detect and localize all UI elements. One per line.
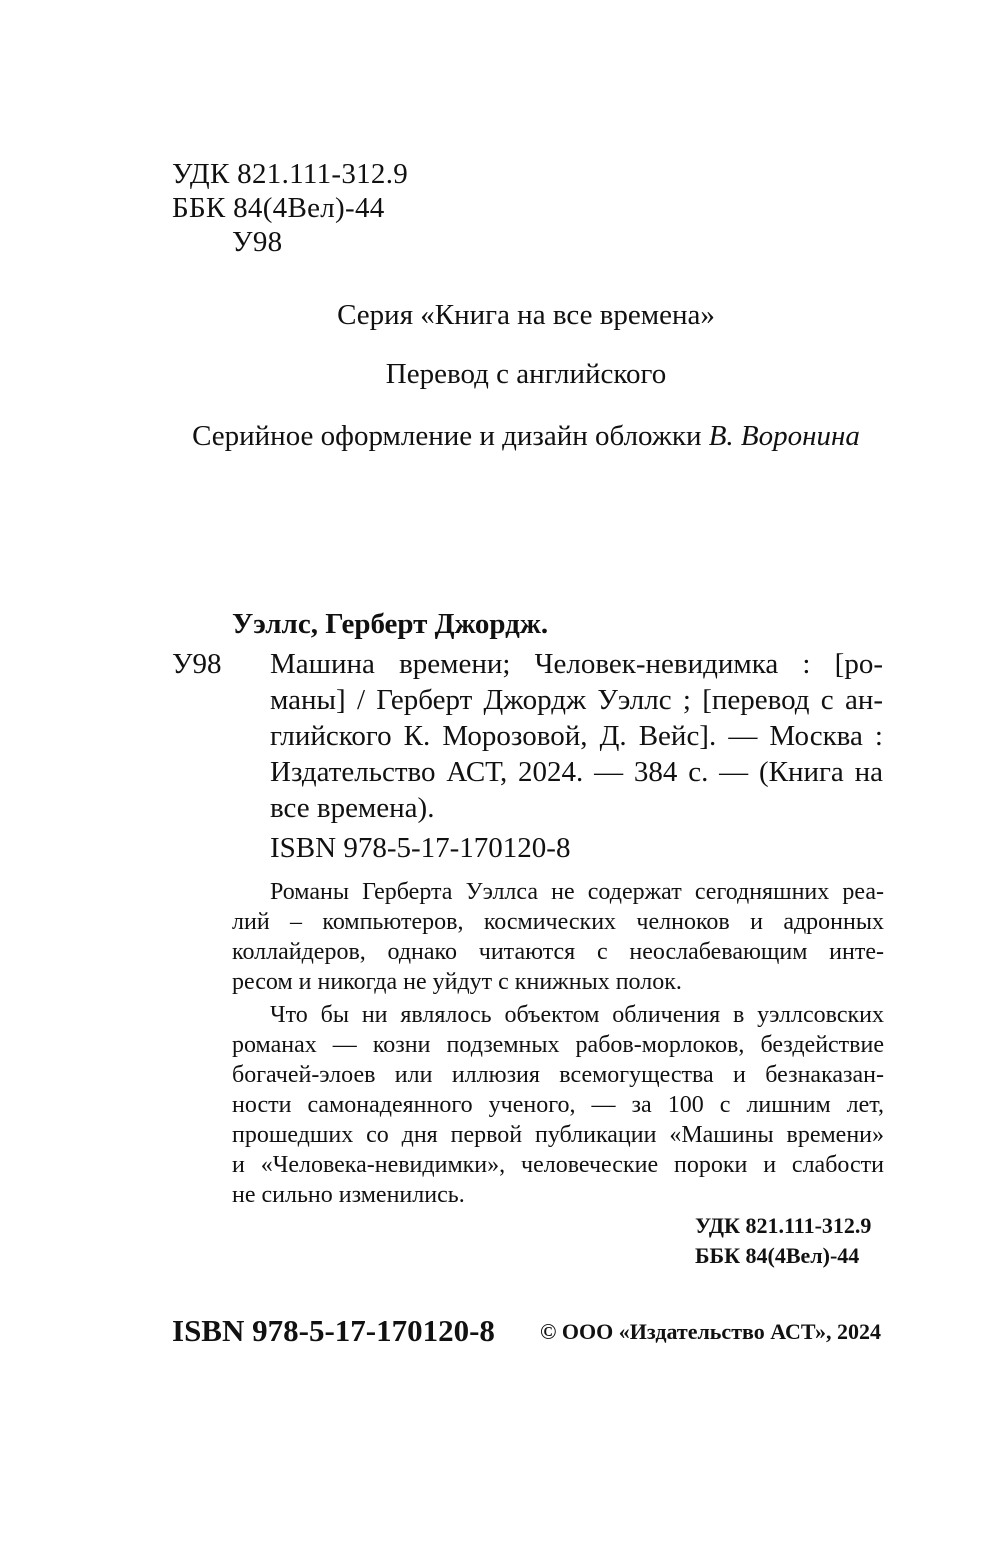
footer-udk-code: УДК 821.111-312.9 (695, 1213, 872, 1238)
udk-code: УДК 821.111-312.9 (172, 158, 409, 190)
annotation-line: Что бы ни являлось объектом обличения в уэллсовских (270, 1002, 884, 1028)
annotation-line: не сильно изменились. (232, 1182, 465, 1208)
author-heading: Уэллс, Герберт Джордж. (232, 608, 549, 640)
designer-name: В. Воронина (708, 420, 860, 452)
annotation-line: Романы Герберта Уэллса не содержат сегодняшних реа- (270, 879, 884, 905)
annotation-line: и «Человека-невидимки», человеческие пороки и слабости (232, 1152, 884, 1178)
annotation-line: лий – компьютеров, космических челноков и адронных (232, 909, 884, 935)
design-credit (0, 420, 1000, 453)
description-line: Издательство АСТ, 2024. — 384 с. — (Книга на (270, 756, 883, 788)
footer-bbk-code: ББК 84(4Вел)-44 (695, 1243, 860, 1268)
copyright-notice: © ООО «Издательство АСТ», 2024 (540, 1319, 882, 1344)
series-title: Серия «Книга на все времена» (337, 299, 715, 331)
isbn-entry: ISBN 978-5-17-170120-8 (270, 832, 571, 864)
annotation-line: богачей-элоев или иллюзия всемогущества и безнаказан- (232, 1062, 884, 1088)
annotation-line: коллайдеров, однако читаются с неослабевающим инте- (232, 939, 884, 965)
footer-isbn: ISBN 978-5-17-170120-8 (172, 1313, 495, 1348)
translation-note: Перевод с английского (385, 358, 667, 390)
design-credit-text: Серийное оформление и дизайн обложки (192, 420, 709, 452)
annotation-line: ности самонадеянного ученого, — за 100 с лишним лет, (232, 1092, 884, 1118)
bbk-code: ББК 84(4Вел)-44 (172, 192, 385, 224)
annotation-line: романах — козни подземных рабов-морлоков, бездействие (232, 1032, 884, 1058)
description-line: глийского К. Морозовой, Д. Вейс]. — Москва : (270, 720, 883, 752)
bibliographic-mark: У98 (172, 648, 222, 680)
author-mark: У98 (232, 226, 283, 258)
annotation-line: ресом и никогда не уйдут с книжных полок. (232, 969, 682, 995)
annotation-line: прошедших со дня первой публикации «Машины времени» (232, 1122, 884, 1148)
description-line: все времена). (270, 792, 435, 824)
description-line: Машина времени; Человек-невидимка : [ро- (270, 648, 883, 680)
description-line: маны] / Герберт Джордж Уэллс ; [перевод с ан- (270, 684, 883, 716)
